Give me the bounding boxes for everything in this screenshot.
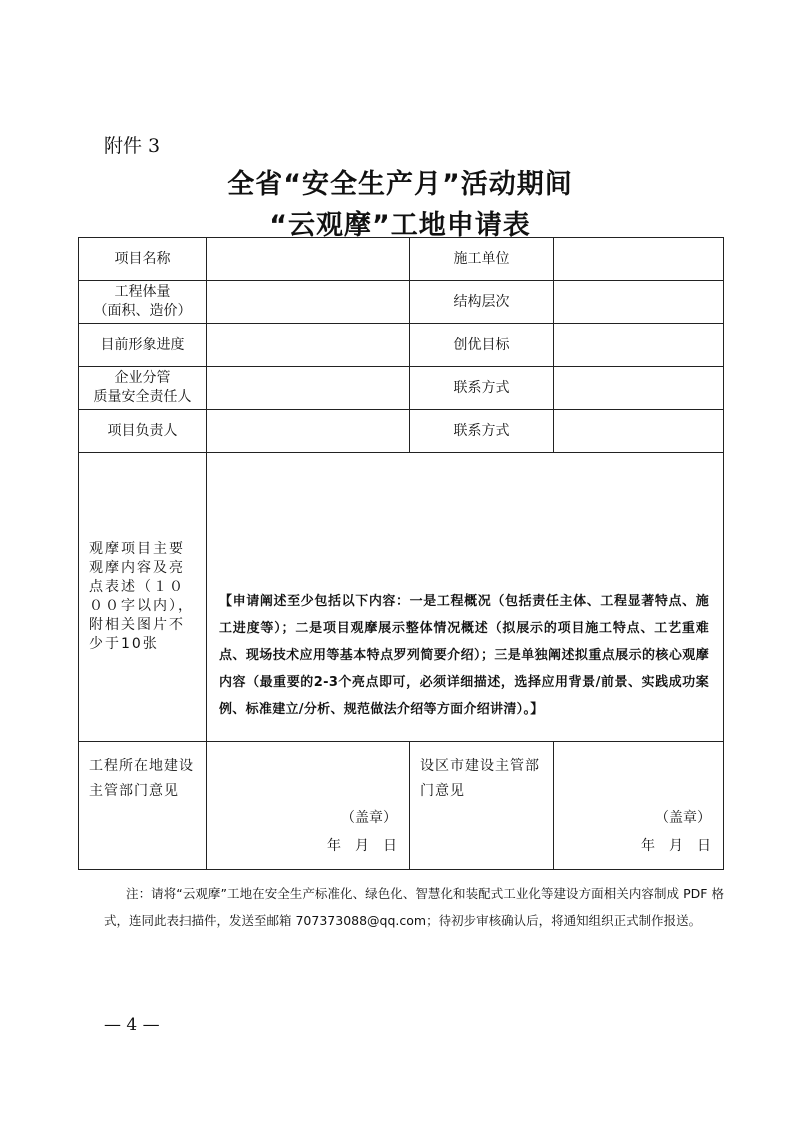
footnote-text: 注：请将“云观摩”工地在安全生产标准化、绿色化、智慧化和装配式工业化等建设方面相关内容制成 PDF 格式，连同此表扫描件，发送至邮箱 707373088@qq.com；待初步审核确认后，将通知组织正式制作报送。 <box>104 886 724 928</box>
enterprise-responsible-field[interactable] <box>207 367 410 410</box>
local-opinion-label: 工程所在地建设主管部门意见 <box>89 758 194 799</box>
seal-label-2: （盖章） <box>655 810 711 826</box>
project-scale-label-line-2: （面积、造价） <box>93 303 192 319</box>
construction-unit-field[interactable] <box>554 238 724 281</box>
date-label-1: 年 月 日 <box>327 838 397 854</box>
enterprise-responsible-label-line-1: 企业分管 <box>114 370 171 386</box>
table-row <box>79 324 724 367</box>
table-row <box>79 742 724 870</box>
local-opinion-label-cell <box>79 742 207 870</box>
project-scale-label-line-1: 工程体量 <box>114 284 171 300</box>
page-title-line-1: 全省“安全生产月”活动期间 <box>227 169 573 200</box>
table-row <box>79 238 724 281</box>
date-label-2: 年 月 日 <box>641 838 711 854</box>
project-name-label: 项目名称 <box>79 238 207 281</box>
structure-floors-label: 结构层次 <box>410 281 554 324</box>
local-opinion-field[interactable] <box>207 742 410 870</box>
contact-label-2: 联系方式 <box>410 410 554 453</box>
attachment-label: 附件 3 <box>104 135 161 157</box>
contact-label-1: 联系方式 <box>410 367 554 410</box>
current-progress-field[interactable] <box>207 324 410 367</box>
project-scale-label <box>79 281 207 324</box>
project-manager-label: 项目负责人 <box>79 410 207 453</box>
page-title-line-2: “云观摩”工地申请表 <box>269 210 531 241</box>
construction-unit-label: 施工单位 <box>410 238 554 281</box>
contact-field-2[interactable] <box>554 410 724 453</box>
contact-field-1[interactable] <box>554 367 724 410</box>
city-opinion-field[interactable] <box>554 742 724 870</box>
project-manager-field[interactable] <box>207 410 410 453</box>
table-row <box>79 281 724 324</box>
city-opinion-label-cell <box>410 742 554 870</box>
table-row <box>79 367 724 410</box>
table-row <box>79 410 724 453</box>
footnote <box>104 880 724 934</box>
enterprise-responsible-label <box>79 367 207 410</box>
project-scale-field[interactable] <box>207 281 410 324</box>
current-progress-label: 目前形象进度 <box>79 324 207 367</box>
excellence-goal-label: 创优目标 <box>410 324 554 367</box>
application-form-table <box>78 237 724 870</box>
seal-label-1: （盖章） <box>341 810 397 826</box>
enterprise-responsible-label-line-2: 质量安全责任人 <box>93 389 192 405</box>
table-row <box>79 453 724 742</box>
description-hint: 【申请阐述至少包括以下内容：一是工程概况（包括责任主体、工程显著特点、施工进度等）；二是项目观摩展示整体情况概述（拟展示的项目施工特点、工艺重难点、现场技术应用等基本特点罗列简要介绍）；三是单独阐述拟重点展示的核心观摩内容（最重要的2-3个亮点即可，必须详细描述，选择应用背景/前景、实践成功案例、标准建立/分析、规范做法介绍等方面介绍讲清）。】 <box>219 594 709 717</box>
city-opinion-label: 设区市建设主管部门意见 <box>420 758 540 799</box>
page-number: — 4 — <box>104 1015 160 1035</box>
description-label: 观摩项目主要观摩内容及亮点表述（１０００字以内），附相关图片不少于10张 <box>79 453 207 742</box>
project-name-field[interactable] <box>207 238 410 281</box>
description-field[interactable] <box>207 453 724 742</box>
excellence-goal-field[interactable] <box>554 324 724 367</box>
structure-floors-field[interactable] <box>554 281 724 324</box>
